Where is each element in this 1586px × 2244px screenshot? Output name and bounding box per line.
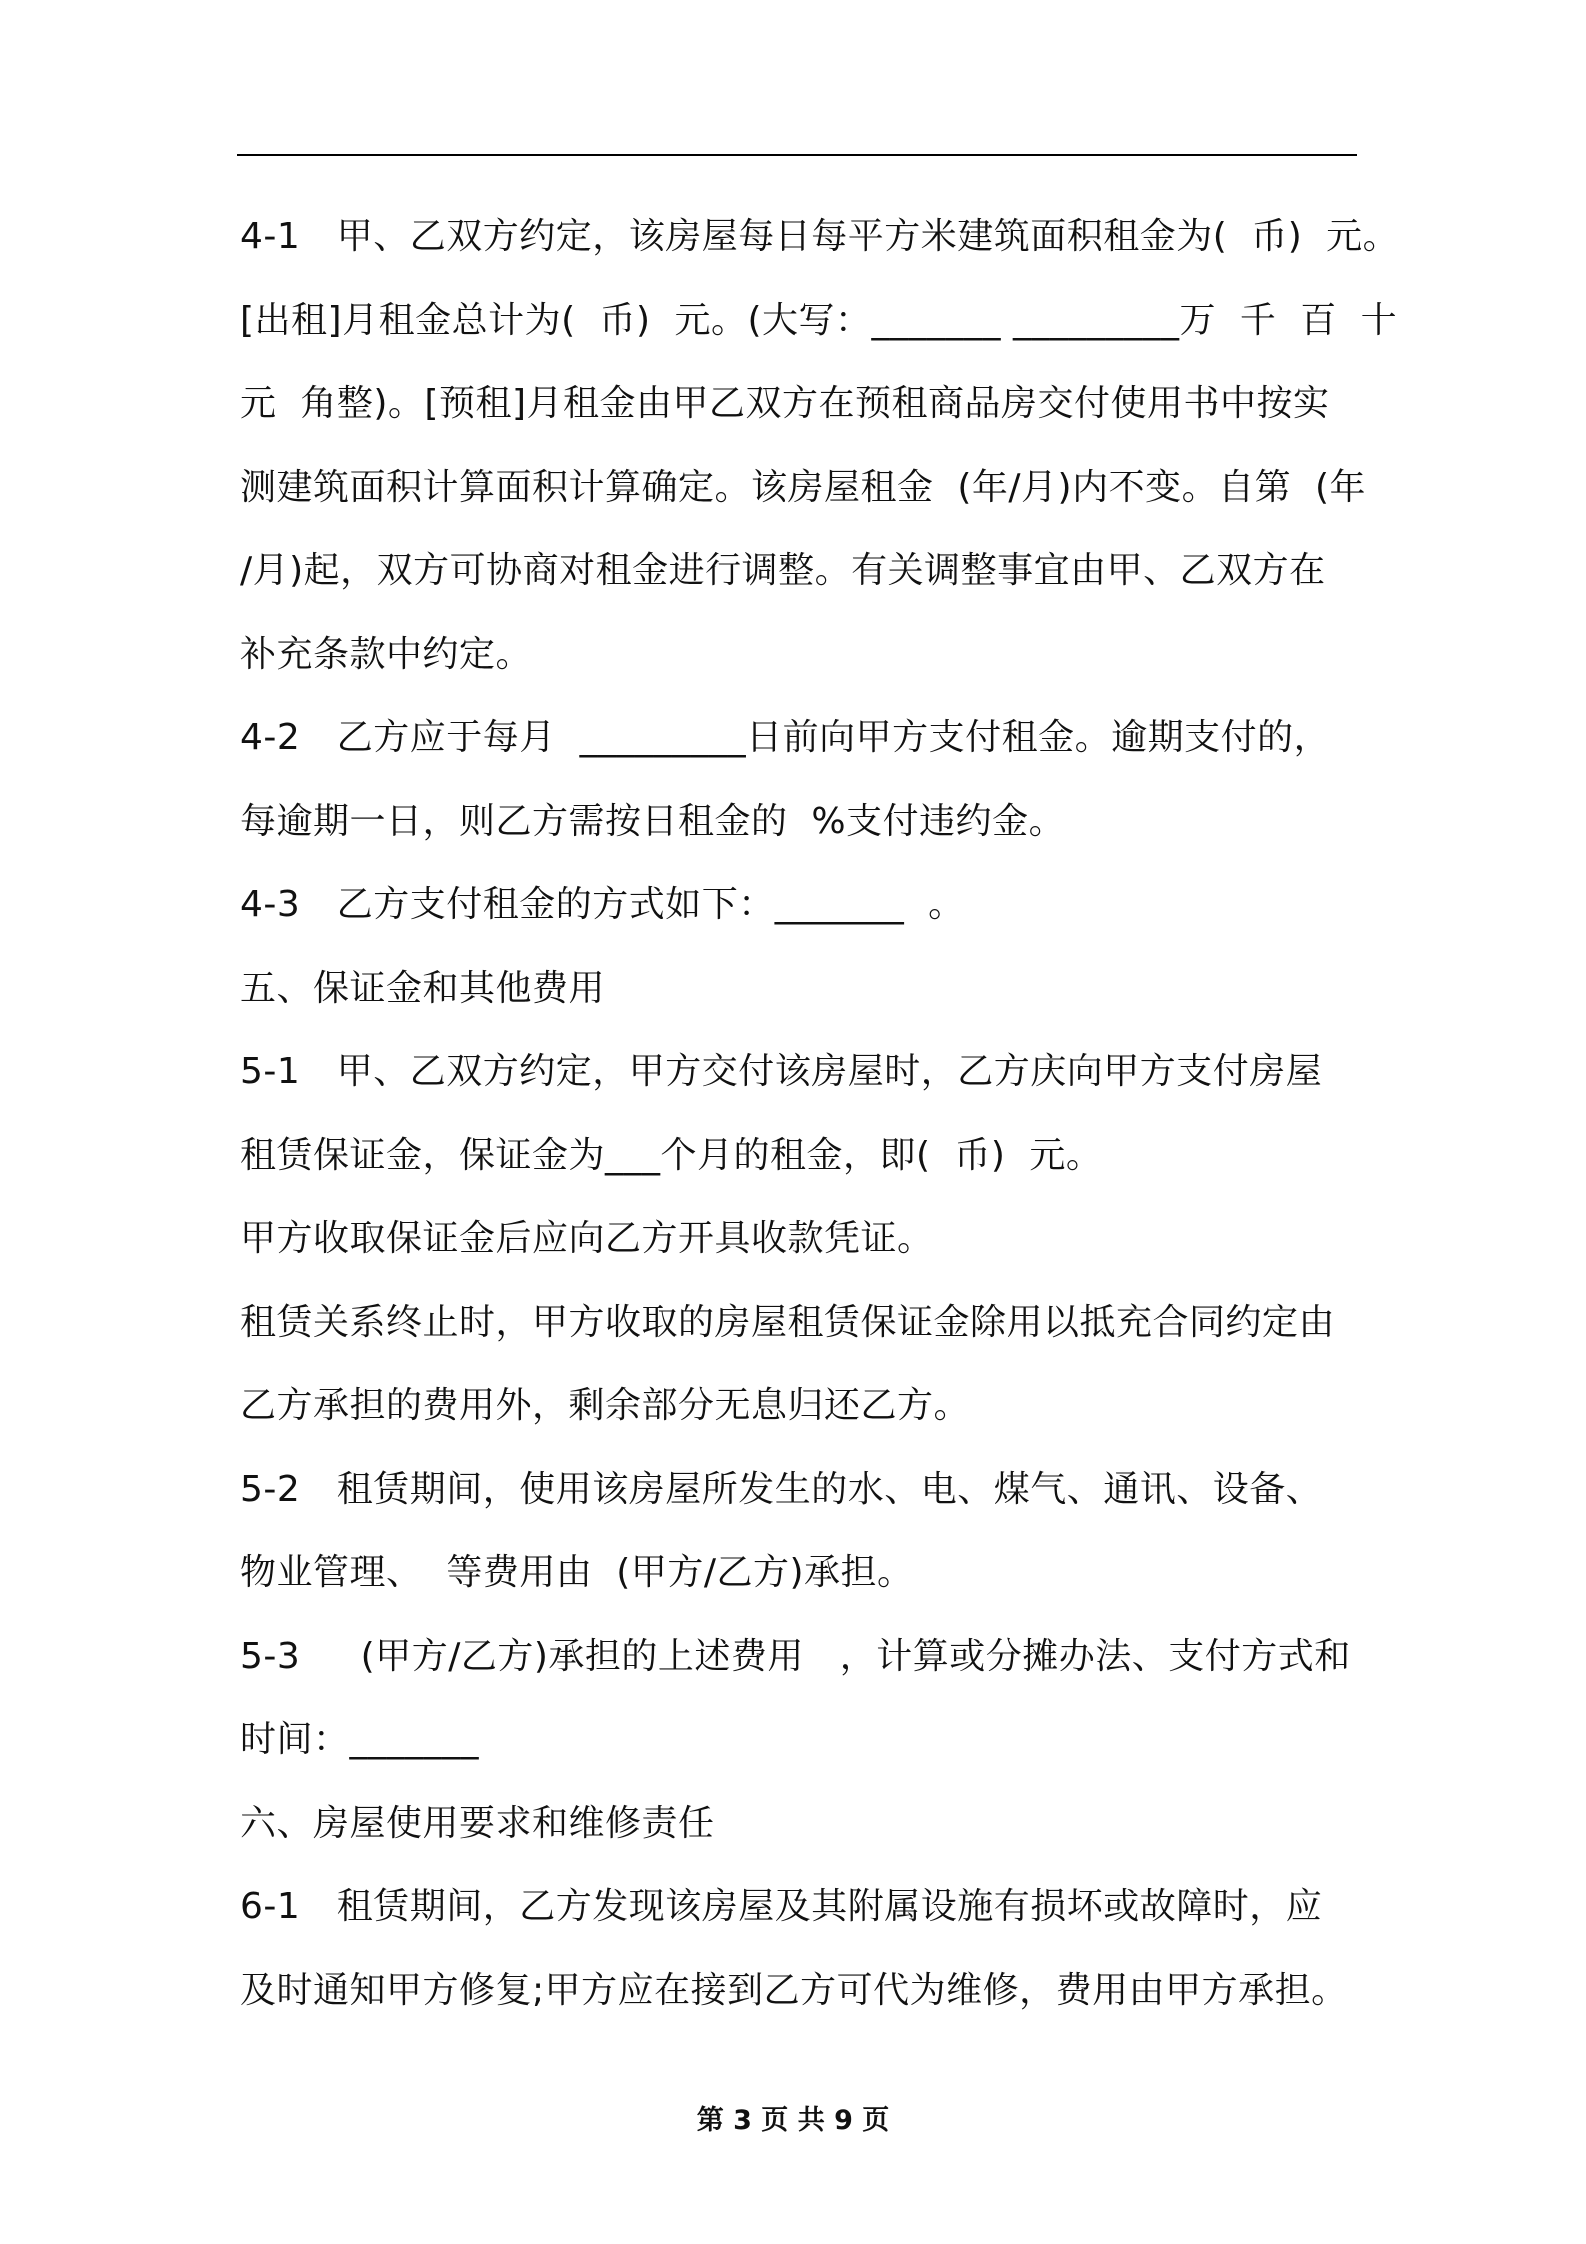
text-line: 补充条款中约定。 [240, 633, 533, 675]
document-body [240, 195, 1400, 2032]
text-line: 5-2 租赁期间，使用该房屋所发生的水、电、煤气、通讯、设备、 [240, 1468, 1323, 1510]
header-rule [237, 154, 1357, 156]
section-heading: 六、房屋使用要求和维修责任 [240, 1802, 715, 1844]
text-line: 4-1 甲、乙双方约定，该房屋每日每平方米建筑面积租金为( 币) 元。 [240, 216, 1400, 257]
text-line: 甲方收取保证金后应向乙方开具收款凭证。 [240, 1218, 934, 1259]
text-line: 物业管理、 等费用由 (甲方/乙方)承担。 [240, 1552, 914, 1593]
text-line: 时间：_______ [240, 1719, 480, 1760]
text-line: [出租]月租金总计为( 币) 元。(大写：_______ _________万 千 百 十 [240, 299, 1398, 341]
text-line: 4-3 乙方支付租金的方式如下：_______ 。 [240, 884, 965, 925]
page-number: 第 3 页 共 9 页 [696, 2105, 890, 2136]
text-line: 测建筑面积计算面积计算确定。该房屋租金 (年/月)内不变。自第 (年 [240, 466, 1367, 508]
text-line: 5-3 (甲方/乙方)承担的上述费用 ，计算或分摊办法、支付方式和 [240, 1635, 1351, 1677]
text-line: 租赁保证金，保证金为___个月的租金，即( 币) 元。 [240, 1134, 1103, 1176]
text-line: 6-1 租赁期间，乙方发现该房屋及其附属设施有损坏或故障时，应 [240, 1886, 1323, 1927]
text-line: 每逾期一日，则乙方需按日租金的 %支付违约金。 [240, 800, 1066, 842]
text-line: 5-1 甲、乙双方约定，甲方交付该房屋时，乙方庆向甲方支付房屋 [240, 1051, 1323, 1092]
text-line: 4-2 乙方应于每月 _________日前向甲方支付租金。逾期支付的， [240, 717, 1331, 758]
text-line: 乙方承担的费用外，剩余部分无息归还乙方。 [240, 1385, 971, 1426]
text-line: 及时通知甲方修复;甲方应在接到乙方可代为维修，费用由甲方承担。 [240, 1969, 1348, 2011]
section-heading: 五、保证金和其他费用 [240, 967, 606, 1009]
text-line: /月)起，双方可协商对租金进行调整。有关调整事宜由甲、乙双方在 [240, 550, 1326, 591]
text-line: 租赁关系终止时，甲方收取的房屋租赁保证金除用以抵充合同约定由 [240, 1301, 1336, 1343]
text-line: 元 角整)。[预租]月租金由甲乙双方在预租商品房交付使用书中按实 [240, 383, 1330, 424]
